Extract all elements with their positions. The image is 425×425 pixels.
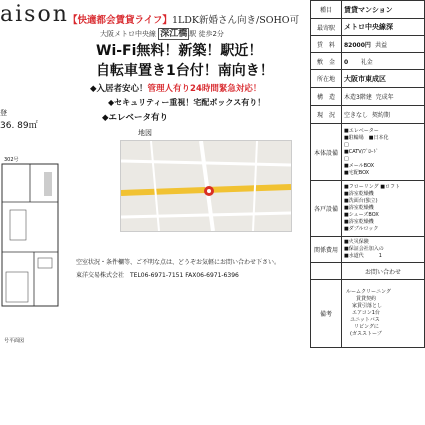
building-equipment-list	[342, 124, 425, 181]
bullet-management	[90, 82, 261, 94]
rent-value	[342, 36, 425, 53]
related-costs-label: 関係費用	[311, 237, 342, 263]
floor-plan-drawing	[0, 162, 62, 310]
remarks-label: 備考	[311, 280, 342, 348]
station-walk: 駅 徒歩2分	[189, 30, 224, 38]
headline	[68, 12, 299, 26]
remark-item: 賃貸契約	[356, 296, 377, 302]
status-label: 現 況	[311, 106, 342, 124]
station-line: 大阪メトロ中央線	[100, 30, 156, 38]
key-money-label: 礼金	[360, 58, 373, 66]
unit-equipment-item: ■浴室乾燥機	[344, 191, 374, 197]
unit-equipment-item: ■ダブルロック	[344, 226, 379, 232]
equipment-item: ■宅配BOX	[344, 169, 370, 176]
left-fragment-label: 登	[0, 109, 7, 117]
equipment-item: ■CATV/ﾌﾞﾛｰﾄﾞ	[344, 148, 379, 155]
deposit-value	[342, 53, 425, 70]
contact-value: お問い合わせ	[342, 263, 425, 280]
empty-cell	[342, 348, 425, 408]
contact-spacer	[311, 263, 342, 280]
unit-equipment-item: ■シューズBOX	[344, 212, 379, 218]
remark-item: ユニットバス	[350, 317, 380, 323]
address-value: 大阪市東成区	[342, 70, 425, 88]
catchcopy-line-1: Wi-Fi無料！新築！駅近！	[96, 43, 263, 59]
headline-highlight: 【快適都会賃貸ライフ】	[68, 15, 172, 26]
structure-text: 木造3階建	[344, 94, 372, 101]
remark-item: エアコン1台	[352, 310, 380, 316]
rent-amount: 82000円	[344, 41, 371, 49]
inquiry-note: 空室状況・条件欄等、ご不明な点は、どうぞお気軽にお問い合わせ下さい。	[76, 259, 281, 266]
status-value	[342, 106, 425, 124]
address-label: 所在地	[311, 70, 342, 88]
room-number: 302号	[4, 157, 19, 163]
unit-equipment-item: ■浴室乾燥機	[344, 219, 374, 225]
equipment-item: □	[344, 155, 349, 162]
contract-term-label: 契約期	[371, 112, 390, 119]
equipment-item: ■駐輪場 ■日本化	[344, 134, 389, 141]
deposit-label: 敷 金	[311, 53, 342, 70]
related-cost-item: ■火災保険	[344, 239, 369, 245]
related-cost-item: ■保証会社加入の	[344, 246, 384, 252]
deposit-amount: 0	[344, 58, 349, 66]
unit-equipment-label: 各戸設備	[311, 181, 342, 237]
area-map	[120, 140, 292, 232]
remark-item: 家賃引落とし	[352, 303, 383, 309]
map-label: 地図	[138, 129, 152, 137]
structure-label: 構 造	[311, 88, 342, 106]
status-text: 空きなし	[344, 112, 369, 119]
bullet-management-prefix: ◆入居者安心！	[90, 84, 148, 94]
building-equipment-label: 本体設備	[311, 124, 342, 181]
built-year-label: 完成年	[375, 94, 394, 101]
station-label: 最寄駅	[311, 19, 342, 36]
station-location	[100, 26, 224, 39]
unit-equipment-item: ■洗面台(独立)	[344, 198, 378, 204]
bullet-security: ◆セキュリティー重視！宅配ボックス有り！	[108, 98, 266, 107]
remarks-list	[342, 280, 425, 348]
remark-item: ルームクリーニング	[346, 289, 391, 295]
related-cost-item: ■水道代 1	[344, 253, 382, 259]
catchcopy-line-2: 自転車置き1台付！南向き！	[96, 63, 274, 79]
common-fee-label: 共益	[375, 41, 388, 49]
type-label: 種目	[311, 1, 342, 19]
headline-text: 1LDK新婚さん向き/SOHO可	[171, 15, 300, 26]
station-name: 深江橋	[160, 29, 188, 39]
station-value: メトロ中央線深	[342, 19, 425, 36]
rent-label: 賃 料	[311, 36, 342, 53]
bullet-elevator: ◆エレベータ有り	[102, 113, 169, 123]
bullet-management-highlight: 管理人有り24時間緊急対応！	[147, 84, 262, 94]
agent-contact: 東洋交易株式会社 TEL06-6971-7151 FAX06-6971-6396	[76, 272, 239, 279]
equipment-item: ■エレベーター	[344, 127, 379, 134]
property-info-table	[310, 0, 425, 425]
unit-equipment-item: ■浴室乾燥機	[344, 205, 374, 211]
equipment-item: □	[344, 141, 349, 148]
empty-cell	[311, 348, 342, 408]
type-value: 賃貸マンション	[342, 1, 425, 19]
equipment-item: ■メールBOX	[344, 162, 375, 169]
related-costs-list	[342, 237, 425, 263]
floor-area: 36. 89㎡	[0, 121, 38, 131]
map-graphic	[121, 141, 291, 231]
remark-item: (ガスストーブ	[350, 331, 382, 337]
brand-logo: aison	[0, 2, 69, 27]
remark-item: リビングに	[354, 324, 379, 330]
unit-equipment-list	[342, 181, 425, 237]
unit-equipment-item: ■フローリング ■ロフト	[344, 184, 400, 190]
structure-value	[342, 88, 425, 106]
floor-plan-caption: 号平面図	[4, 338, 25, 344]
